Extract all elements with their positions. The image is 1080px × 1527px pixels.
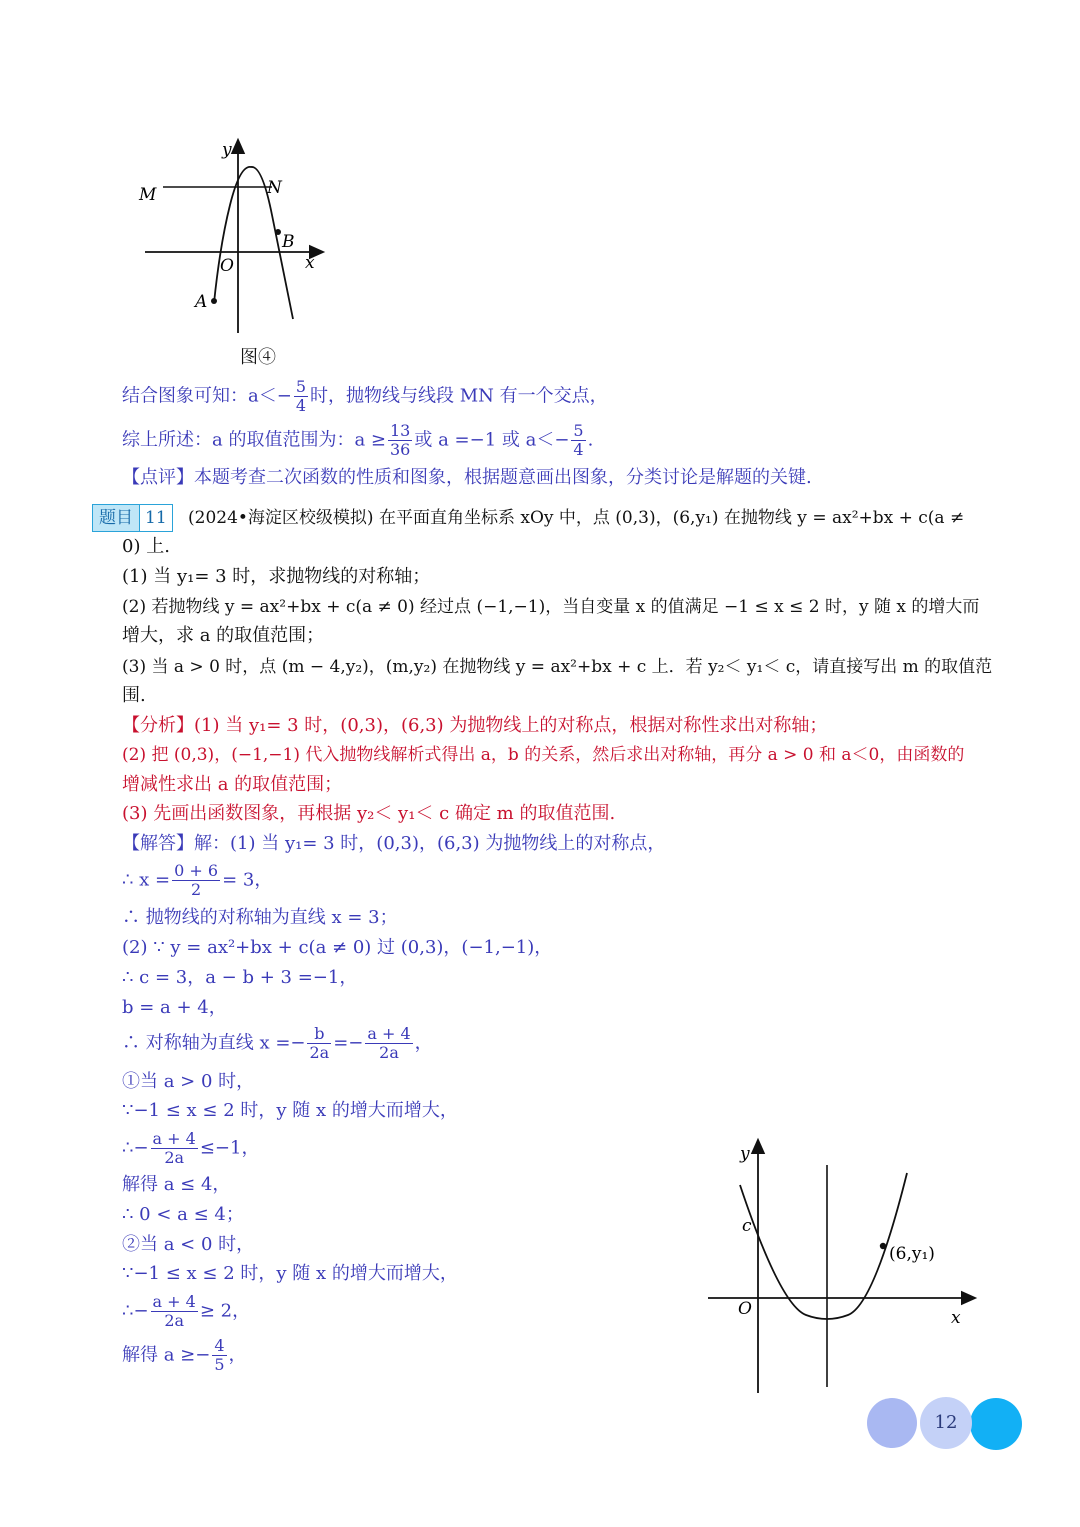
figure-4-graph [130, 135, 330, 340]
fraction: $\frac{4}{5}$ [214, 1336, 225, 1374]
label-o: O [220, 256, 234, 276]
fraction: $\frac{a + 4}{2a}$ [367, 1024, 411, 1062]
solution-9: ∵−1 ≤ x ≤ 2 时，y 随 x 的增大而增大， [122, 1100, 458, 1121]
analysis-2-line-1: (2) 把 (0,3)，(−1,−1) 代入抛物线解析式得出 a，b 的关系，然后求出对称轴，再分 a > 0 和 a＜0，由函数的 [122, 745, 965, 765]
solution-6: b = a + 4， [122, 997, 227, 1018]
problem-stem-1: (2024•海淀区校级模拟) 在平面直角坐标系 xOy 中，点 (0,3)，(6,y₁) 在抛物线 y = ax²+bx + c(a ≠ [188, 508, 965, 528]
problem-stem-2: 0) 上. [122, 536, 170, 557]
solution-3: ∴ 抛物线的对称轴为直线 x = 3； [122, 907, 398, 928]
problem-badge [92, 504, 173, 532]
solution-7: ∴ 对称轴为直线 x =− $\frac{b}{2a}$ =− $\frac{a + 4}{2a}$ ， [122, 1024, 433, 1062]
solution-12: ∴ 0 < a ≤ 4； [122, 1204, 244, 1225]
point-6-y1 [880, 1243, 886, 1249]
fraction: $\frac{5}{4}$ [295, 377, 307, 415]
label-m: M [139, 185, 157, 205]
fraction: $\frac{a + 4}{2a}$ [152, 1292, 196, 1330]
question-3-line-2: 围. [122, 685, 146, 706]
question-3-line-1: (3) 当 a > 0 时，点 (m − 4,y₂)，(m,y₂) 在抛物线 y = ax²+bx + c 上．若 y₂＜ y₁＜ c，请直接写出 m 的取值范 [122, 657, 993, 677]
solution-5: ∴ c = 3，a − b + 3 =−1， [122, 967, 358, 988]
label-point: (6,y₁) [889, 1244, 935, 1264]
page-number: 12 [934, 1412, 958, 1433]
analysis-3: (3) 先画出函数图象，再根据 y₂＜ y₁＜ c 确定 m 的取值范围. [122, 803, 616, 824]
question-2-line-2: 增大，求 a 的取值范围； [122, 625, 325, 646]
solution-10: ∴− $\frac{a + 4}{2a}$ ≤−1， [122, 1129, 260, 1167]
solution-13: ②当 a < 0 时， [122, 1234, 255, 1255]
badge-number: 11 [139, 505, 172, 531]
badge-label: 题目 [93, 505, 139, 531]
label-y: y [222, 140, 232, 160]
label-b: B [282, 232, 295, 252]
point-b [275, 229, 281, 235]
question-1: (1) 当 y₁= 3 时，求抛物线的对称轴； [122, 566, 431, 587]
label-o: O [738, 1299, 752, 1319]
review-text: 【点评】本题考查二次函数的性质和图象，根据题意画出图象，分类讨论是解题的关键. [122, 467, 812, 488]
prev-line-2: 综上所述：a 的取值范围为：a ≥ $\frac{13}{36}$ 或 a =−1 或 a＜− $\frac{5}{4}$ . [122, 421, 594, 459]
solution-11: 解得 a ≤ 4， [122, 1174, 231, 1195]
fraction: $\frac{a + 4}{2a}$ [152, 1129, 196, 1167]
page-circle-right [970, 1398, 1022, 1450]
fraction: $\frac{0 + 6}{2}$ [174, 861, 219, 899]
figure-right-graph [700, 1135, 980, 1400]
question-2-line-1: (2) 若抛物线 y = ax²+bx + c(a ≠ 0) 经过点 (−1,−1)，当自变量 x 的值满足 −1 ≤ x ≤ 2 时，y 随 x 的增大而 [122, 597, 980, 617]
fraction: $\frac{13}{36}$ [390, 421, 411, 459]
figure-4-caption: 图④ [240, 347, 276, 368]
analysis-2-line-2: 增减性求出 a 的取值范围； [122, 774, 343, 795]
solution-16: 解得 a ≥− $\frac{4}{5}$ ， [122, 1336, 247, 1374]
solution-8: ①当 a > 0 时， [122, 1071, 255, 1092]
fraction: $\frac{5}{4}$ [573, 421, 584, 459]
label-x: x [951, 1308, 961, 1328]
fraction: $\frac{b}{2a}$ [309, 1024, 330, 1062]
label-c: c [742, 1216, 752, 1236]
label-x: x [305, 253, 315, 273]
point-a [211, 298, 217, 304]
solution-15: ∴− $\frac{a + 4}{2a}$ ≥ 2， [122, 1292, 251, 1330]
solution-1: 【解答】解：(1) 当 y₁= 3 时，(0,3)，(6,3) 为抛物线上的对称点， [122, 833, 666, 854]
solution-2: ∴ x = $\frac{0 + 6}{2}$ = 3， [122, 861, 273, 899]
label-n: N [267, 178, 282, 198]
label-y: y [740, 1144, 750, 1164]
analysis-1: 【分析】(1) 当 y₁= 3 时，(0,3)，(6,3) 为抛物线上的对称点，根据对称性求出对称轴； [122, 715, 828, 736]
solution-14: ∵−1 ≤ x ≤ 2 时，y 随 x 的增大而增大， [122, 1263, 458, 1284]
label-a: A [195, 292, 208, 312]
solution-4: (2) ∵ y = ax²+bx + c(a ≠ 0) 过 (0,3)，(−1,−1)， [122, 937, 553, 958]
page-circle-left [867, 1398, 917, 1448]
prev-line-1: 结合图象可知：a＜− $\frac{5}{4}$ 时，抛物线与线段 MN 有一个交点， [122, 377, 608, 415]
